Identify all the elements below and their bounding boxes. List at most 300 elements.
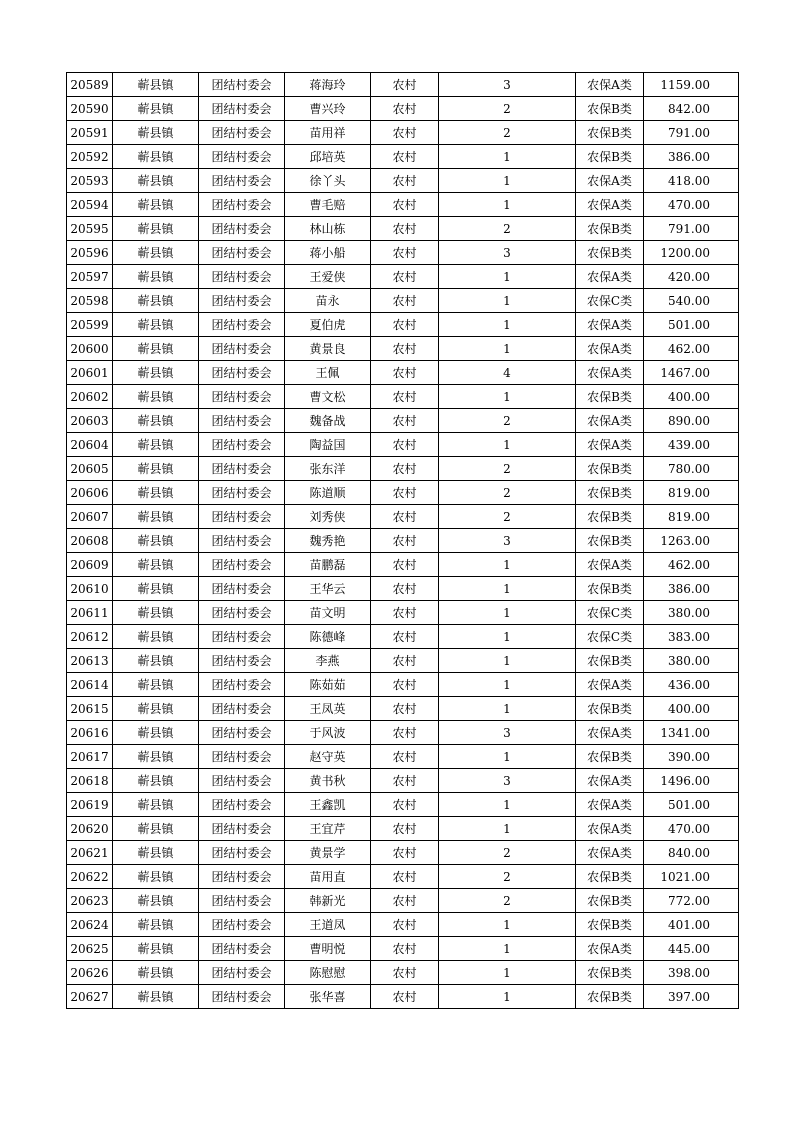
town-cell: 蕲县镇 bbox=[113, 505, 199, 529]
record-id-cell: 20610 bbox=[67, 577, 113, 601]
insurance-category-cell: 农保B类 bbox=[576, 961, 644, 985]
household-count-cell: 1 bbox=[439, 433, 576, 457]
household-count-cell: 1 bbox=[439, 673, 576, 697]
area-type-cell: 农村 bbox=[371, 913, 439, 937]
insurance-category-cell: 农保B类 bbox=[576, 649, 644, 673]
table-row bbox=[67, 433, 739, 457]
insurance-category-cell: 农保B类 bbox=[576, 505, 644, 529]
area-type-cell: 农村 bbox=[371, 817, 439, 841]
village-committee-cell: 团结村委会 bbox=[199, 289, 285, 313]
area-type-cell: 农村 bbox=[371, 529, 439, 553]
table-row bbox=[67, 217, 739, 241]
area-type-cell: 农村 bbox=[371, 793, 439, 817]
record-id-cell: 20601 bbox=[67, 361, 113, 385]
name-cell: 陶益国 bbox=[285, 433, 371, 457]
amount-cell: 1200.00 bbox=[644, 241, 739, 265]
record-id-cell: 20592 bbox=[67, 145, 113, 169]
village-committee-cell: 团结村委会 bbox=[199, 745, 285, 769]
insurance-category-cell: 农保A类 bbox=[576, 841, 644, 865]
amount-cell: 780.00 bbox=[644, 457, 739, 481]
insurance-category-cell: 农保A类 bbox=[576, 193, 644, 217]
area-type-cell: 农村 bbox=[371, 985, 439, 1009]
table-row bbox=[67, 385, 739, 409]
amount-cell: 501.00 bbox=[644, 793, 739, 817]
record-id-cell: 20615 bbox=[67, 697, 113, 721]
name-cell: 于风波 bbox=[285, 721, 371, 745]
area-type-cell: 农村 bbox=[371, 361, 439, 385]
amount-cell: 436.00 bbox=[644, 673, 739, 697]
household-count-cell: 2 bbox=[439, 889, 576, 913]
name-cell: 赵守英 bbox=[285, 745, 371, 769]
amount-cell: 1021.00 bbox=[644, 865, 739, 889]
amount-cell: 791.00 bbox=[644, 121, 739, 145]
insurance-category-cell: 农保A类 bbox=[576, 817, 644, 841]
amount-cell: 540.00 bbox=[644, 289, 739, 313]
amount-cell: 470.00 bbox=[644, 193, 739, 217]
area-type-cell: 农村 bbox=[371, 241, 439, 265]
area-type-cell: 农村 bbox=[371, 433, 439, 457]
village-committee-cell: 团结村委会 bbox=[199, 385, 285, 409]
insurance-category-cell: 农保C类 bbox=[576, 601, 644, 625]
insurance-category-cell: 农保B类 bbox=[576, 481, 644, 505]
insurance-category-cell: 农保B类 bbox=[576, 97, 644, 121]
record-id-cell: 20612 bbox=[67, 625, 113, 649]
table-row bbox=[67, 697, 739, 721]
town-cell: 蕲县镇 bbox=[113, 985, 199, 1009]
household-count-cell: 2 bbox=[439, 457, 576, 481]
record-id-cell: 20625 bbox=[67, 937, 113, 961]
record-id-cell: 20600 bbox=[67, 337, 113, 361]
amount-cell: 470.00 bbox=[644, 817, 739, 841]
table-row bbox=[67, 913, 739, 937]
village-committee-cell: 团结村委会 bbox=[199, 529, 285, 553]
area-type-cell: 农村 bbox=[371, 745, 439, 769]
area-type-cell: 农村 bbox=[371, 769, 439, 793]
town-cell: 蕲县镇 bbox=[113, 553, 199, 577]
village-committee-cell: 团结村委会 bbox=[199, 457, 285, 481]
amount-cell: 819.00 bbox=[644, 505, 739, 529]
household-count-cell: 2 bbox=[439, 121, 576, 145]
record-id-cell: 20620 bbox=[67, 817, 113, 841]
insurance-category-cell: 农保A类 bbox=[576, 265, 644, 289]
village-committee-cell: 团结村委会 bbox=[199, 697, 285, 721]
table-row bbox=[67, 241, 739, 265]
name-cell: 曹毛赔 bbox=[285, 193, 371, 217]
insurance-category-cell: 农保B类 bbox=[576, 913, 644, 937]
town-cell: 蕲县镇 bbox=[113, 769, 199, 793]
table-row bbox=[67, 793, 739, 817]
table-row bbox=[67, 649, 739, 673]
village-committee-cell: 团结村委会 bbox=[199, 649, 285, 673]
insurance-category-cell: 农保C类 bbox=[576, 289, 644, 313]
village-committee-cell: 团结村委会 bbox=[199, 193, 285, 217]
town-cell: 蕲县镇 bbox=[113, 817, 199, 841]
record-id-cell: 20608 bbox=[67, 529, 113, 553]
amount-cell: 1159.00 bbox=[644, 73, 739, 97]
town-cell: 蕲县镇 bbox=[113, 313, 199, 337]
record-id-cell: 20598 bbox=[67, 289, 113, 313]
village-committee-cell: 团结村委会 bbox=[199, 169, 285, 193]
amount-cell: 791.00 bbox=[644, 217, 739, 241]
record-id-cell: 20604 bbox=[67, 433, 113, 457]
village-committee-cell: 团结村委会 bbox=[199, 793, 285, 817]
village-committee-cell: 团结村委会 bbox=[199, 433, 285, 457]
village-committee-cell: 团结村委会 bbox=[199, 841, 285, 865]
household-count-cell: 2 bbox=[439, 409, 576, 433]
record-id-cell: 20613 bbox=[67, 649, 113, 673]
household-count-cell: 2 bbox=[439, 481, 576, 505]
amount-cell: 420.00 bbox=[644, 265, 739, 289]
record-id-cell: 20614 bbox=[67, 673, 113, 697]
name-cell: 陈慰慰 bbox=[285, 961, 371, 985]
record-id-cell: 20597 bbox=[67, 265, 113, 289]
area-type-cell: 农村 bbox=[371, 265, 439, 289]
area-type-cell: 农村 bbox=[371, 289, 439, 313]
name-cell: 王佩 bbox=[285, 361, 371, 385]
amount-cell: 386.00 bbox=[644, 145, 739, 169]
town-cell: 蕲县镇 bbox=[113, 241, 199, 265]
insurance-category-cell: 农保A类 bbox=[576, 433, 644, 457]
town-cell: 蕲县镇 bbox=[113, 793, 199, 817]
insurance-category-cell: 农保A类 bbox=[576, 361, 644, 385]
table-row bbox=[67, 361, 739, 385]
insurance-category-cell: 农保B类 bbox=[576, 529, 644, 553]
village-committee-cell: 团结村委会 bbox=[199, 865, 285, 889]
table-row bbox=[67, 577, 739, 601]
amount-cell: 462.00 bbox=[644, 337, 739, 361]
record-id-cell: 20602 bbox=[67, 385, 113, 409]
table-row bbox=[67, 601, 739, 625]
insurance-category-cell: 农保A类 bbox=[576, 553, 644, 577]
name-cell: 张华喜 bbox=[285, 985, 371, 1009]
town-cell: 蕲县镇 bbox=[113, 649, 199, 673]
record-id-cell: 20617 bbox=[67, 745, 113, 769]
amount-cell: 401.00 bbox=[644, 913, 739, 937]
amount-cell: 1467.00 bbox=[644, 361, 739, 385]
household-count-cell: 1 bbox=[439, 169, 576, 193]
insurance-category-cell: 农保A类 bbox=[576, 769, 644, 793]
table-row bbox=[67, 457, 739, 481]
record-id-cell: 20593 bbox=[67, 169, 113, 193]
village-committee-cell: 团结村委会 bbox=[199, 937, 285, 961]
amount-cell: 1263.00 bbox=[644, 529, 739, 553]
insurance-category-cell: 农保B类 bbox=[576, 145, 644, 169]
village-committee-cell: 团结村委会 bbox=[199, 673, 285, 697]
insurance-category-cell: 农保B类 bbox=[576, 985, 644, 1009]
name-cell: 苗永 bbox=[285, 289, 371, 313]
town-cell: 蕲县镇 bbox=[113, 745, 199, 769]
insurance-category-cell: 农保A类 bbox=[576, 337, 644, 361]
household-count-cell: 2 bbox=[439, 865, 576, 889]
amount-cell: 400.00 bbox=[644, 385, 739, 409]
record-id-cell: 20591 bbox=[67, 121, 113, 145]
insurance-category-cell: 农保B类 bbox=[576, 217, 644, 241]
record-id-cell: 20589 bbox=[67, 73, 113, 97]
household-count-cell: 1 bbox=[439, 913, 576, 937]
village-committee-cell: 团结村委会 bbox=[199, 625, 285, 649]
insurance-category-cell: 农保B类 bbox=[576, 697, 644, 721]
insurance-category-cell: 农保B类 bbox=[576, 577, 644, 601]
area-type-cell: 农村 bbox=[371, 97, 439, 121]
insurance-category-cell: 农保A类 bbox=[576, 793, 644, 817]
amount-cell: 819.00 bbox=[644, 481, 739, 505]
village-committee-cell: 团结村委会 bbox=[199, 409, 285, 433]
table-row bbox=[67, 961, 739, 985]
household-count-cell: 1 bbox=[439, 265, 576, 289]
record-id-cell: 20590 bbox=[67, 97, 113, 121]
household-count-cell: 1 bbox=[439, 793, 576, 817]
name-cell: 魏秀艳 bbox=[285, 529, 371, 553]
town-cell: 蕲县镇 bbox=[113, 841, 199, 865]
name-cell: 苗用直 bbox=[285, 865, 371, 889]
insurance-category-cell: 农保C类 bbox=[576, 625, 644, 649]
town-cell: 蕲县镇 bbox=[113, 409, 199, 433]
household-count-cell: 1 bbox=[439, 385, 576, 409]
record-id-cell: 20603 bbox=[67, 409, 113, 433]
name-cell: 蒋海玲 bbox=[285, 73, 371, 97]
area-type-cell: 农村 bbox=[371, 121, 439, 145]
area-type-cell: 农村 bbox=[371, 193, 439, 217]
household-count-cell: 1 bbox=[439, 817, 576, 841]
area-type-cell: 农村 bbox=[371, 697, 439, 721]
household-count-cell: 3 bbox=[439, 721, 576, 745]
table-row bbox=[67, 289, 739, 313]
village-committee-cell: 团结村委会 bbox=[199, 217, 285, 241]
town-cell: 蕲县镇 bbox=[113, 193, 199, 217]
table-row bbox=[67, 481, 739, 505]
record-id-cell: 20594 bbox=[67, 193, 113, 217]
town-cell: 蕲县镇 bbox=[113, 601, 199, 625]
insurance-category-cell: 农保A类 bbox=[576, 169, 644, 193]
village-committee-cell: 团结村委会 bbox=[199, 481, 285, 505]
amount-cell: 439.00 bbox=[644, 433, 739, 457]
area-type-cell: 农村 bbox=[371, 409, 439, 433]
name-cell: 张东洋 bbox=[285, 457, 371, 481]
household-count-cell: 1 bbox=[439, 745, 576, 769]
town-cell: 蕲县镇 bbox=[113, 913, 199, 937]
table-row bbox=[67, 193, 739, 217]
insurance-category-cell: 农保B类 bbox=[576, 385, 644, 409]
area-type-cell: 农村 bbox=[371, 457, 439, 481]
record-id-cell: 20622 bbox=[67, 865, 113, 889]
record-id-cell: 20621 bbox=[67, 841, 113, 865]
name-cell: 苗文明 bbox=[285, 601, 371, 625]
household-count-cell: 1 bbox=[439, 937, 576, 961]
household-count-cell: 3 bbox=[439, 529, 576, 553]
record-id-cell: 20599 bbox=[67, 313, 113, 337]
area-type-cell: 农村 bbox=[371, 937, 439, 961]
area-type-cell: 农村 bbox=[371, 625, 439, 649]
town-cell: 蕲县镇 bbox=[113, 145, 199, 169]
record-id-cell: 20607 bbox=[67, 505, 113, 529]
town-cell: 蕲县镇 bbox=[113, 361, 199, 385]
insurance-category-cell: 农保A类 bbox=[576, 721, 644, 745]
amount-cell: 501.00 bbox=[644, 313, 739, 337]
name-cell: 李燕 bbox=[285, 649, 371, 673]
amount-cell: 1341.00 bbox=[644, 721, 739, 745]
amount-cell: 390.00 bbox=[644, 745, 739, 769]
insurance-category-cell: 农保B类 bbox=[576, 121, 644, 145]
name-cell: 曹文松 bbox=[285, 385, 371, 409]
town-cell: 蕲县镇 bbox=[113, 577, 199, 601]
town-cell: 蕲县镇 bbox=[113, 721, 199, 745]
name-cell: 邱培英 bbox=[285, 145, 371, 169]
table-row bbox=[67, 865, 739, 889]
town-cell: 蕲县镇 bbox=[113, 937, 199, 961]
area-type-cell: 农村 bbox=[371, 385, 439, 409]
household-count-cell: 3 bbox=[439, 73, 576, 97]
record-id-cell: 20596 bbox=[67, 241, 113, 265]
household-count-cell: 2 bbox=[439, 217, 576, 241]
amount-cell: 400.00 bbox=[644, 697, 739, 721]
insurance-category-cell: 农保A类 bbox=[576, 673, 644, 697]
name-cell: 王华云 bbox=[285, 577, 371, 601]
town-cell: 蕲县镇 bbox=[113, 889, 199, 913]
table-row bbox=[67, 169, 739, 193]
household-count-cell: 1 bbox=[439, 625, 576, 649]
area-type-cell: 农村 bbox=[371, 841, 439, 865]
table-row bbox=[67, 529, 739, 553]
insurance-category-cell: 农保A类 bbox=[576, 409, 644, 433]
insurance-category-cell: 农保A类 bbox=[576, 73, 644, 97]
village-committee-cell: 团结村委会 bbox=[199, 121, 285, 145]
town-cell: 蕲县镇 bbox=[113, 265, 199, 289]
village-committee-cell: 团结村委会 bbox=[199, 97, 285, 121]
record-id-cell: 20611 bbox=[67, 601, 113, 625]
name-cell: 陈德峰 bbox=[285, 625, 371, 649]
household-count-cell: 1 bbox=[439, 961, 576, 985]
area-type-cell: 农村 bbox=[371, 169, 439, 193]
village-committee-cell: 团结村委会 bbox=[199, 985, 285, 1009]
town-cell: 蕲县镇 bbox=[113, 433, 199, 457]
table-row bbox=[67, 97, 739, 121]
town-cell: 蕲县镇 bbox=[113, 865, 199, 889]
village-committee-cell: 团结村委会 bbox=[199, 265, 285, 289]
area-type-cell: 农村 bbox=[371, 649, 439, 673]
household-count-cell: 3 bbox=[439, 241, 576, 265]
household-count-cell: 1 bbox=[439, 313, 576, 337]
village-committee-cell: 团结村委会 bbox=[199, 553, 285, 577]
household-count-cell: 1 bbox=[439, 289, 576, 313]
table-row bbox=[67, 673, 739, 697]
name-cell: 王宜芹 bbox=[285, 817, 371, 841]
household-count-cell: 1 bbox=[439, 577, 576, 601]
village-committee-cell: 团结村委会 bbox=[199, 241, 285, 265]
table-row bbox=[67, 313, 739, 337]
village-committee-cell: 团结村委会 bbox=[199, 817, 285, 841]
area-type-cell: 农村 bbox=[371, 337, 439, 361]
village-committee-cell: 团结村委会 bbox=[199, 913, 285, 937]
table-row bbox=[67, 625, 739, 649]
town-cell: 蕲县镇 bbox=[113, 97, 199, 121]
name-cell: 刘秀侠 bbox=[285, 505, 371, 529]
amount-cell: 397.00 bbox=[644, 985, 739, 1009]
name-cell: 韩新光 bbox=[285, 889, 371, 913]
town-cell: 蕲县镇 bbox=[113, 289, 199, 313]
area-type-cell: 农村 bbox=[371, 865, 439, 889]
name-cell: 徐丫头 bbox=[285, 169, 371, 193]
village-committee-cell: 团结村委会 bbox=[199, 577, 285, 601]
amount-cell: 383.00 bbox=[644, 625, 739, 649]
table-row bbox=[67, 73, 739, 97]
amount-cell: 418.00 bbox=[644, 169, 739, 193]
table-row bbox=[67, 145, 739, 169]
town-cell: 蕲县镇 bbox=[113, 457, 199, 481]
household-count-cell: 1 bbox=[439, 649, 576, 673]
area-type-cell: 农村 bbox=[371, 73, 439, 97]
household-count-cell: 1 bbox=[439, 145, 576, 169]
town-cell: 蕲县镇 bbox=[113, 697, 199, 721]
name-cell: 陈道顺 bbox=[285, 481, 371, 505]
insurance-category-cell: 农保B类 bbox=[576, 889, 644, 913]
table-row bbox=[67, 553, 739, 577]
record-id-cell: 20623 bbox=[67, 889, 113, 913]
insurance-category-cell: 农保A类 bbox=[576, 937, 644, 961]
name-cell: 王爱侠 bbox=[285, 265, 371, 289]
village-committee-cell: 团结村委会 bbox=[199, 73, 285, 97]
village-committee-cell: 团结村委会 bbox=[199, 889, 285, 913]
name-cell: 陈茹茹 bbox=[285, 673, 371, 697]
record-id-cell: 20605 bbox=[67, 457, 113, 481]
area-type-cell: 农村 bbox=[371, 217, 439, 241]
village-committee-cell: 团结村委会 bbox=[199, 769, 285, 793]
amount-cell: 890.00 bbox=[644, 409, 739, 433]
table-row bbox=[67, 409, 739, 433]
household-count-cell: 1 bbox=[439, 553, 576, 577]
household-count-cell: 1 bbox=[439, 337, 576, 361]
household-count-cell: 4 bbox=[439, 361, 576, 385]
village-committee-cell: 团结村委会 bbox=[199, 961, 285, 985]
town-cell: 蕲县镇 bbox=[113, 481, 199, 505]
table-row bbox=[67, 265, 739, 289]
area-type-cell: 农村 bbox=[371, 481, 439, 505]
insurance-category-cell: 农保B类 bbox=[576, 457, 644, 481]
town-cell: 蕲县镇 bbox=[113, 625, 199, 649]
record-id-cell: 20624 bbox=[67, 913, 113, 937]
table-row bbox=[67, 817, 739, 841]
amount-cell: 1496.00 bbox=[644, 769, 739, 793]
village-committee-cell: 团结村委会 bbox=[199, 337, 285, 361]
amount-cell: 380.00 bbox=[644, 601, 739, 625]
household-count-cell: 2 bbox=[439, 505, 576, 529]
name-cell: 曹明悦 bbox=[285, 937, 371, 961]
village-committee-cell: 团结村委会 bbox=[199, 601, 285, 625]
village-committee-cell: 团结村委会 bbox=[199, 721, 285, 745]
town-cell: 蕲县镇 bbox=[113, 337, 199, 361]
name-cell: 曹兴玲 bbox=[285, 97, 371, 121]
table-row bbox=[67, 937, 739, 961]
household-count-cell: 1 bbox=[439, 985, 576, 1009]
household-count-cell: 1 bbox=[439, 193, 576, 217]
town-cell: 蕲县镇 bbox=[113, 217, 199, 241]
insurance-category-cell: 农保B类 bbox=[576, 865, 644, 889]
record-id-cell: 20626 bbox=[67, 961, 113, 985]
insurance-category-cell: 农保B类 bbox=[576, 745, 644, 769]
area-type-cell: 农村 bbox=[371, 721, 439, 745]
beneficiary-table bbox=[66, 72, 739, 1009]
area-type-cell: 农村 bbox=[371, 889, 439, 913]
amount-cell: 842.00 bbox=[644, 97, 739, 121]
table-row bbox=[67, 889, 739, 913]
town-cell: 蕲县镇 bbox=[113, 385, 199, 409]
table-row bbox=[67, 121, 739, 145]
household-count-cell: 1 bbox=[439, 697, 576, 721]
name-cell: 夏伯虎 bbox=[285, 313, 371, 337]
record-id-cell: 20627 bbox=[67, 985, 113, 1009]
household-count-cell: 2 bbox=[439, 97, 576, 121]
table-row bbox=[67, 769, 739, 793]
amount-cell: 398.00 bbox=[644, 961, 739, 985]
